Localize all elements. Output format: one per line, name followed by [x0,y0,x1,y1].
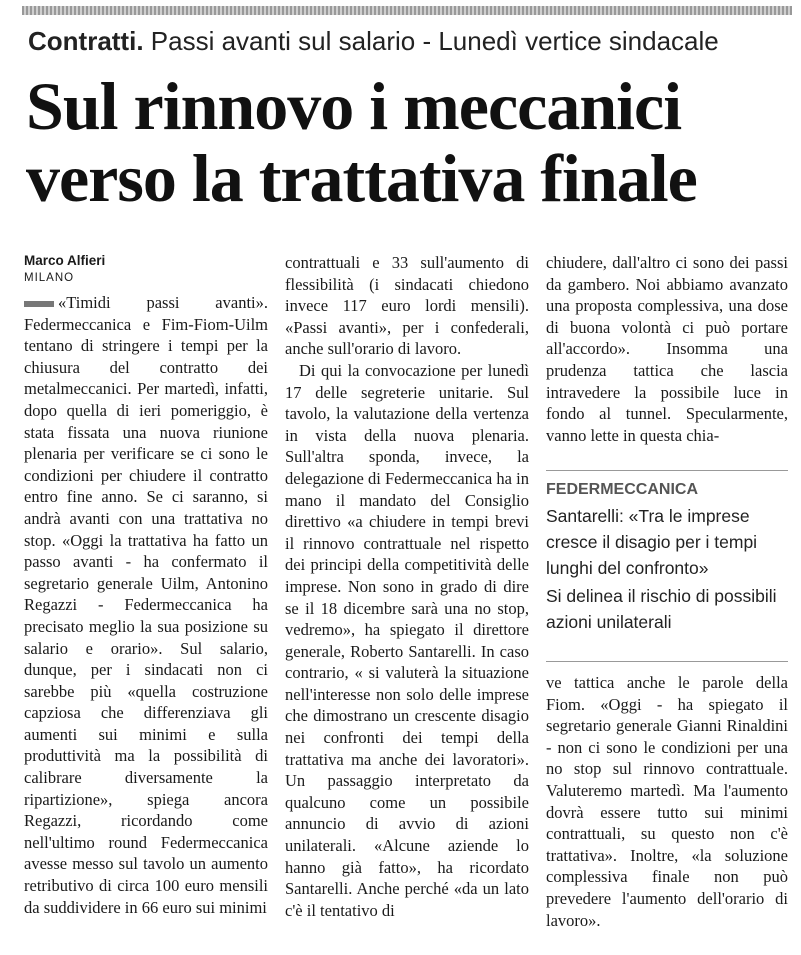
headline-line-1: Sul rinnovo i meccanici [26,68,682,144]
lead-dash [24,301,54,307]
paragraph [24,292,268,918]
kicker-text: Passi avanti sul salario - Lunedì vertice sindacale [150,26,719,56]
kicker-section: Contratti. [28,26,144,56]
paragraph: contrattuali e 33 sull'aumento di flessibilità (i sindacati chiedono invece 117 euro lordi mensili). «Passi avanti», per i confederali, anche sull'orario di lavoro. [285,253,529,359]
headline-line-2: verso la trattativa finale [26,140,697,216]
article-column-1 [24,252,268,918]
top-rule [22,6,792,15]
sidebar-box [546,470,788,662]
sidebar-quote: Santarelli: «Tra le imprese cresce il disagio per i tempi lunghi del confronto» [546,506,758,578]
paragraph-text: «Timidi passi avanti». Federmeccanica e Fim-Fiom-Uilm tentano di stringere i tempi per la chiusura del contratto dei metalmeccanici. Per martedì, infatti, dopo quella di ieri pomeriggio, è stata fissata una nuova riunione plenaria per verificare se ci sono le condizioni per chiudere il contratto entro fine anno. Se ci saranno, si andrà avanti con una trattativa no stop. «Oggi la trattativa ha fatto un passo avanti - ha confermato il segretario generale Uilm, Antonino Regazzi - Federmeccanica ha precisato meglio la sua posizione su salario e orario». Sul salario, dunque, per i sindacati non ci sarebbe più «quella costruzione capziosa che differenziava gli aumenti sui minimi e sulla produttività ma la possibilità di calibrare diversamente la ripartizione», spiega ancora Regazzi, ricordando come nell'ultimo round Federmeccanica avesse messo sul tavolo un aumento retributivo di circa 100 euro mensili da suddividere in 66 euro sui minimi [24,293,268,917]
article-column-2 [285,252,529,921]
dateline: MILANO [24,272,75,284]
sidebar-note: Si delinea il rischio di possibili azioni unilaterali [546,586,777,632]
sidebar-label: FEDERMECCANICA [546,481,698,498]
paragraph: Di qui la convocazione per lunedì 17 delle segreterie unitarie. Sul tavolo, la valutazione della vertenza in vista della nuova plenaria. Sull'altra sponda, invece, la delegazione di Federmeccanica ha in mano il mandato del Consiglio direttivo «a chiudere in tempi brevi il rinnovo contrattuale nel rispetto dei principi della competitività delle imprese. Non sono in grado di dire se il 18 dicembre sarà una no stop, vedremo», ha spiegato il direttore generale, Roberto Santarelli. In caso contrario, « si valuterà la situazione nell'interesse non solo delle imprese che dimostrano un crescente disagio nei confronti dei tempi della trattativa ma anche dei lavoratori». Un passaggio interpretato da qualcuno come un possibile annuncio di avvio di azioni unilaterali. «Alcune aziende lo hanno già fatto», ha ricordato Santarelli. Anche perché «da un lato c'è il tentativo di [285,360,529,920]
paragraph: chiudere, dall'altro ci sono dei passi da gambero. Noi abbiamo avanzato una proposta complessiva, una dose di buona volontà ci può portare all'accordo». Insomma una prudenza tattica che lascia intravedere la possibile luce in fondo al tunnel. Specularmente, vanno lette in questa chia- [546,253,788,445]
headline [26,70,786,214]
kicker [28,24,788,58]
article-column-3-top [546,252,788,446]
article-column-3-bottom [546,672,788,931]
paragraph: ve tattica anche le parole della Fiom. «Oggi - ha spiegato il segretario generale Gianni Rinaldini - non ci sono le condizioni per una no stop sul rinnovo contrattuale. Valuteremo martedì. Ma l'aumento dovrà essere tutto sui minimi contrattuali, su questo non c'è trattativa». Inoltre, «la soluzione complessiva finale non può prevedere l'aumento dell'orario di lavoro». [546,673,788,930]
author-byline: Marco Alfieri [24,253,106,268]
